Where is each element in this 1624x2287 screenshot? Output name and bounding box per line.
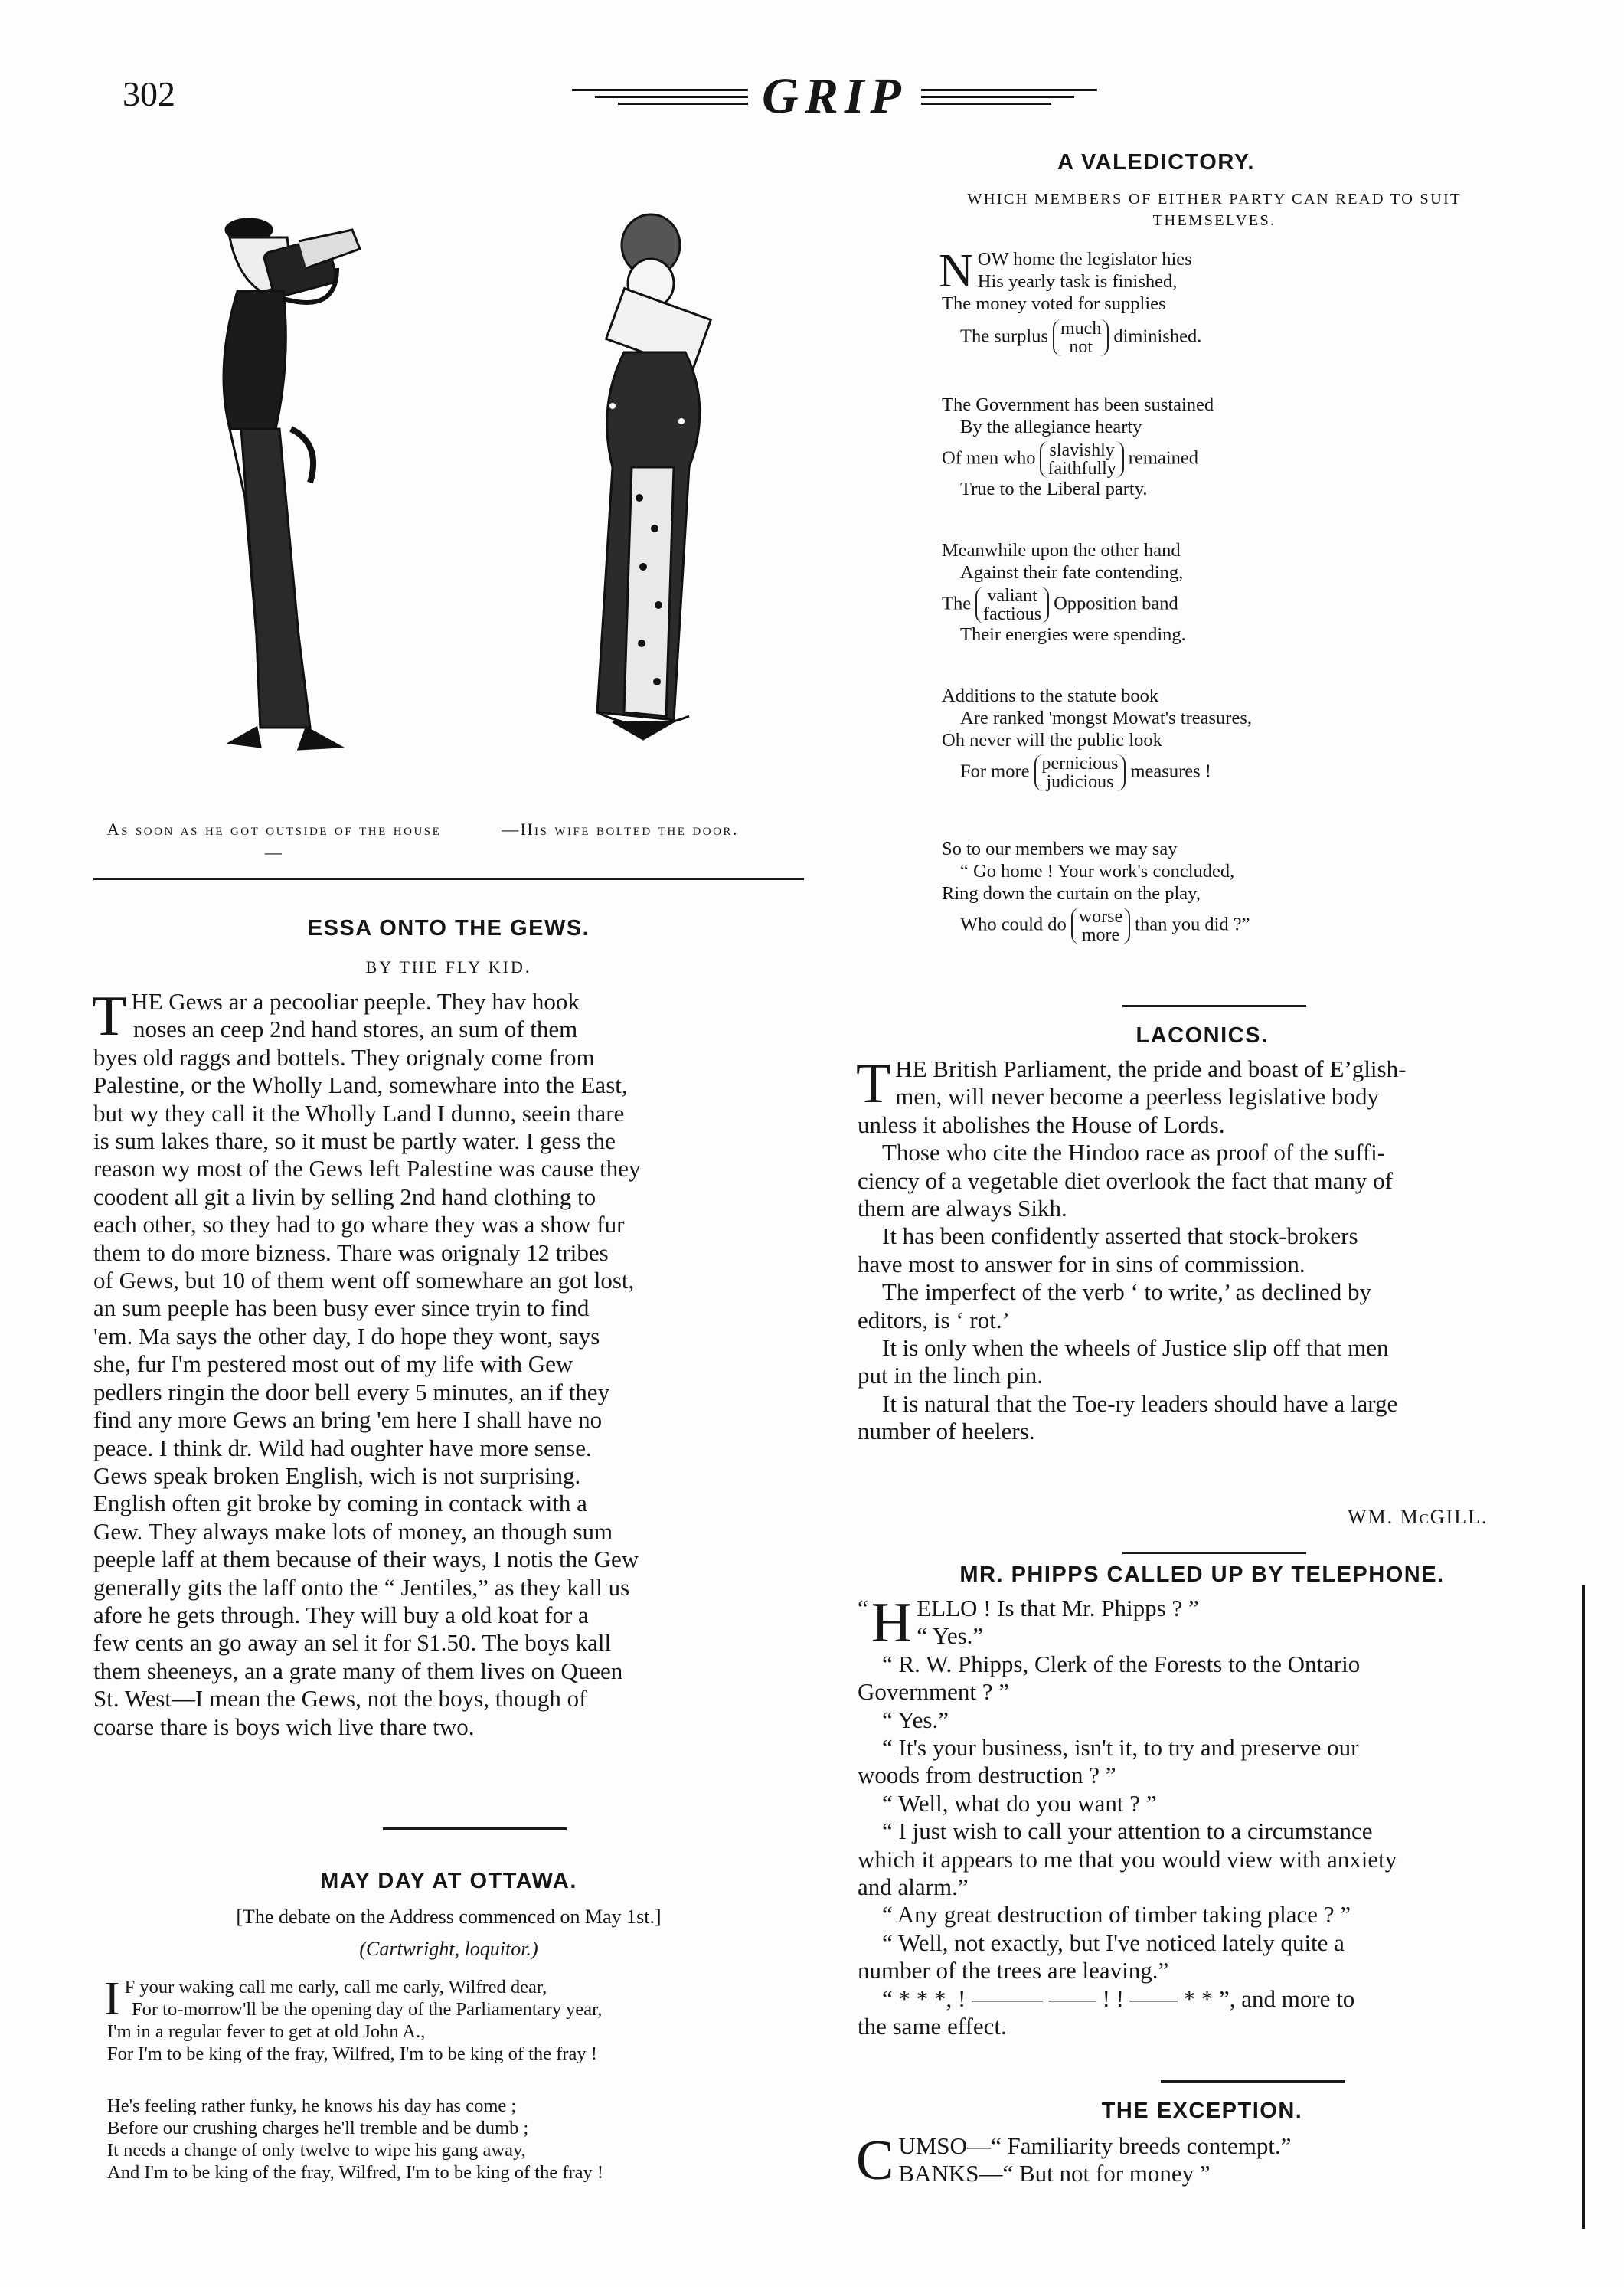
phipps-open-quote: “	[858, 1595, 868, 1621]
choice-brace: pernicious judicious	[1034, 754, 1126, 791]
phipps-line: “ Well, not exactly, but I've noticed lately quite a	[882, 1929, 1345, 1956]
mayday-stanza-2	[107, 2095, 842, 2184]
poem-line: F your waking call me early, call me early, Wilfred dear,	[124, 1977, 547, 1997]
poem-line: For I'm to be king of the fray, Wilfred, I'm to be king of the fray !	[107, 2043, 597, 2064]
essa-line: English often git broke by coming in contack with a	[93, 1490, 587, 1517]
exception-dropcap: C	[856, 2129, 894, 2192]
column-edge-rule	[1582, 1585, 1585, 2229]
essa-line: noses an ceep 2nd hand stores, an sum of them	[133, 1016, 578, 1043]
exception-title: THE EXCEPTION.	[1101, 2099, 1303, 2123]
laconics-paragraph	[858, 1139, 1562, 1222]
essa-line: each other, so they had to go whare they was a show fur	[93, 1211, 625, 1238]
choice-brace: worse more	[1071, 908, 1130, 944]
essa-line: pedlers ringin the door bell every 5 minutes, an if they	[93, 1378, 610, 1405]
phipps-line: “ Yes.”	[917, 1622, 984, 1650]
section-divider	[1122, 1005, 1306, 1007]
essa-line: 'em. Ma says the other day, I do hope they wont, says	[93, 1322, 600, 1350]
cartoon-illustration	[184, 176, 812, 827]
laconics-line: have most to answer for in sins of commission.	[858, 1250, 1305, 1278]
valedictory-stanza-5: So to our members we may say “ Go home ! Your work's concluded, Ring down the curtain on the play, Who could do worse more than you did ?”	[942, 839, 1250, 945]
essa-title: ESSA ONTO THE GEWS.	[307, 916, 590, 941]
essa-line: coarse thare is boys wich live thare two.	[93, 1713, 475, 1740]
phipps-line: “ R. W. Phipps, Clerk of the Forests to the Ontario	[882, 1650, 1361, 1677]
essa-line: Gew. They always make lots of money, an though sum	[93, 1517, 613, 1545]
phipps-line: the same effect.	[858, 2013, 1007, 2040]
poem-line: It needs a change of only twelve to wipe his gang away,	[107, 2140, 526, 2161]
valedictory-stanza-1: N OW home the legislator hies His yearly task is finished, The money voted for supplies The surplus much not diminished.	[939, 245, 1202, 357]
phipps-line: “ Yes.”	[882, 1706, 949, 1733]
section-divider	[1161, 2080, 1345, 2083]
poem-line: For to-morrow'll be the opening day of the Parliamentary year,	[132, 1999, 603, 2020]
phipps-line: “ Well, what do you want ? ”	[882, 1789, 1157, 1817]
essa-dropcap: T	[92, 985, 127, 1048]
essa-line: peeple laff at them because of their ways, I notis the Gew	[93, 1546, 639, 1573]
essa-line: an sum peeple has been busy ever since tryin to find	[93, 1294, 590, 1322]
phipps-line: “ * * *, ! ——— —— ! ! —— * * ”, and more to	[882, 1984, 1355, 2012]
essa-text	[92, 985, 804, 1741]
masthead-rule-left	[572, 89, 748, 105]
poem-line: And I'm to be king of the fray, Wilfred, I'm to be king of the fray !	[107, 2162, 604, 2183]
phipps-dropcap: H	[871, 1592, 913, 1654]
essa-line: she, fur I'm pestered most out of my life with Gew	[93, 1350, 573, 1378]
essa-line: is sum lakes thare, so it must be partly water. I gess the	[93, 1127, 616, 1155]
mayday-title: MAY DAY AT OTTAWA.	[320, 1869, 577, 1893]
laconics-line: It is only when the wheels of Justice slip off that men	[882, 1334, 1389, 1362]
essa-line: few cents an go away an sel it for $1.50. The boys kall	[93, 1629, 612, 1657]
woman-figure	[597, 214, 711, 739]
essa-line: byes old raggs and bottels. They orignaly come from	[93, 1043, 595, 1071]
phipps-line: “ It's your business, isn't it, to try and preserve our	[882, 1734, 1359, 1762]
laconics-line: them are always Sikh.	[858, 1195, 1067, 1222]
laconics-dropcap: T	[856, 1052, 891, 1115]
phipps-line: number of the trees are leaving.”	[858, 1957, 1169, 1984]
phipps-line: ELLO ! Is that Mr. Phipps ? ”	[917, 1595, 1199, 1621]
phipps-line: Government ? ”	[858, 1678, 1009, 1706]
laconics-line: It is natural that the Toe-ry leaders should have a large	[882, 1389, 1398, 1417]
valedictory-stanza-4: Additions to the statute book Are ranked 'mongst Mowat's treasures, Oh never will the public look For more pernicious judicious measures !	[942, 685, 1252, 792]
laconics-paragraph	[858, 1222, 1562, 1278]
valedictory-stanza-2: The Government has been sustained By the allegiance hearty Of men who slavishly faithfully remained True to the Liberal party.	[942, 394, 1214, 499]
valedictory-title: A VALEDICTORY.	[1057, 150, 1255, 175]
laconics-line: number of heelers.	[858, 1418, 1035, 1445]
mayday-note: [The debate on the Address commenced on May 1st.]	[236, 1906, 662, 1928]
phipps-line: which it appears to me that you would view with anxiety	[858, 1845, 1397, 1873]
laconics-paragraph	[856, 1052, 1562, 1139]
essa-line: afore he gets through. They will buy a old koat for a	[93, 1601, 589, 1628]
laconics-paragraph	[858, 1278, 1562, 1334]
mayday-stanza-1	[104, 1973, 842, 2065]
essa-line: generally gits the laff onto the “ Jentiles,” as they kall us	[93, 1573, 630, 1601]
essa-line: HE Gews ar a pecooliar peeple. They hav hook	[131, 988, 580, 1015]
laconics-title: LACONICS.	[1135, 1023, 1269, 1048]
essa-line: find any more Gews an bring 'em here I shall have no	[93, 1406, 603, 1434]
phipps-title: MR. PHIPPS CALLED UP BY TELEPHONE.	[959, 1562, 1445, 1587]
masthead	[567, 66, 1103, 127]
phipps-line: “ I just wish to call your attention to a circumstance	[882, 1817, 1373, 1845]
mayday-dropcap: I	[104, 1973, 120, 2025]
poem-line: He's feeling rather funky, he knows his day has come ;	[107, 2096, 517, 2116]
essa-line: reason wy most of the Gews left Palestine was cause they	[93, 1155, 641, 1183]
section-divider	[93, 878, 804, 880]
essa-line: but wy they call it the Wholly Land I dunno, seein thare	[93, 1099, 625, 1127]
essa-line: of Gews, but 10 of them went off somewhare an got lost,	[93, 1267, 635, 1294]
cartoon-caption-right: —His wife bolted the door.	[502, 820, 739, 839]
essa-line: coodent all git a livin by selling 2nd hand clothing to	[93, 1183, 596, 1210]
laconics-line: put in the linch pin.	[858, 1362, 1043, 1389]
laconics-line: Those who cite the Hindoo race as proof of the suffi-	[882, 1139, 1386, 1166]
valedictory-subtitle: WHICH MEMBERS OF EITHER PARTY CAN READ TO SUIT THEMSELVES.	[967, 191, 1462, 229]
laconics-line: ciency of a vegetable diet overlook the fact that many of	[858, 1166, 1393, 1194]
phipps-line: and alarm.”	[858, 1873, 969, 1901]
choice-brace: slavishly faithfully	[1040, 441, 1123, 478]
laconics-line: unless it abolishes the House of Lords.	[858, 1111, 1225, 1138]
laconics-line: editors, is ‘ rot.’	[858, 1306, 1010, 1333]
essa-line: Gews speak broken English, wich is not surprising.	[93, 1461, 581, 1489]
laconics-paragraph	[858, 1390, 1562, 1446]
poem-line: Before our crushing charges he'll tremble and be dumb ;	[107, 2118, 529, 2138]
essa-line: them sheeneys, an a grate many of them lives on Queen	[93, 1657, 623, 1684]
section-divider	[383, 1827, 567, 1830]
laconics-line: It has been confidently asserted that stock-brokers	[882, 1222, 1358, 1250]
essa-line: peace. I think dr. Wild had oughter have more sense.	[93, 1434, 592, 1461]
section-divider	[1122, 1552, 1306, 1554]
phipps-body	[858, 1592, 1562, 2041]
essa-body	[92, 985, 804, 1741]
page-number: 302	[123, 74, 175, 113]
man-figure	[224, 219, 360, 749]
masthead-title: GRIP	[762, 68, 907, 124]
phipps-line: woods from destruction ? ”	[858, 1762, 1116, 1789]
laconics-line: The imperfect of the verb ‘ to write,’ as declined by	[882, 1278, 1371, 1306]
cartoon-caption-left: As soon as he got outside of the house—	[106, 820, 442, 862]
laconics-signature: WM. McGILL.	[1348, 1506, 1488, 1528]
valedictory-stanza-3: Meanwhile upon the other hand Against their fate contending, The valiant factious Opposition band Their energies were spending.	[942, 540, 1186, 645]
mayday-speaker: (Cartwright, loquitor.)	[359, 1938, 538, 1960]
laconics-line: HE British Parliament, the pride and boast of E’glish-	[895, 1055, 1407, 1082]
laconics-body	[856, 1052, 1562, 1446]
phipps-line: “ Any great destruction of timber taking place ? ”	[882, 1901, 1351, 1929]
choice-brace: much not	[1053, 319, 1109, 356]
essa-line: St. West—I mean the Gews, not the boys, though of	[93, 1685, 587, 1713]
poem-line: I'm in a regular fever to get at old John A.,	[107, 2021, 426, 2042]
laconics-line: men, will never become a peerless legislative body	[895, 1083, 1380, 1111]
essa-line: them to do more bizness. Thare was orignaly 12 tribes	[93, 1238, 609, 1266]
valedictory-dropcap: N	[939, 245, 973, 297]
masthead-rule-right	[921, 89, 1097, 105]
exception-body: C UMSO—“ Familiarity breeds contempt.” BANKS—“ But not for money ”	[856, 2129, 1292, 2192]
choice-brace: valiant factious	[975, 587, 1049, 623]
laconics-paragraph	[858, 1334, 1562, 1390]
essa-byline: BY THE FLY KID.	[365, 957, 532, 977]
essa-line: Palestine, or the Wholly Land, somewhare into the East,	[93, 1072, 628, 1099]
